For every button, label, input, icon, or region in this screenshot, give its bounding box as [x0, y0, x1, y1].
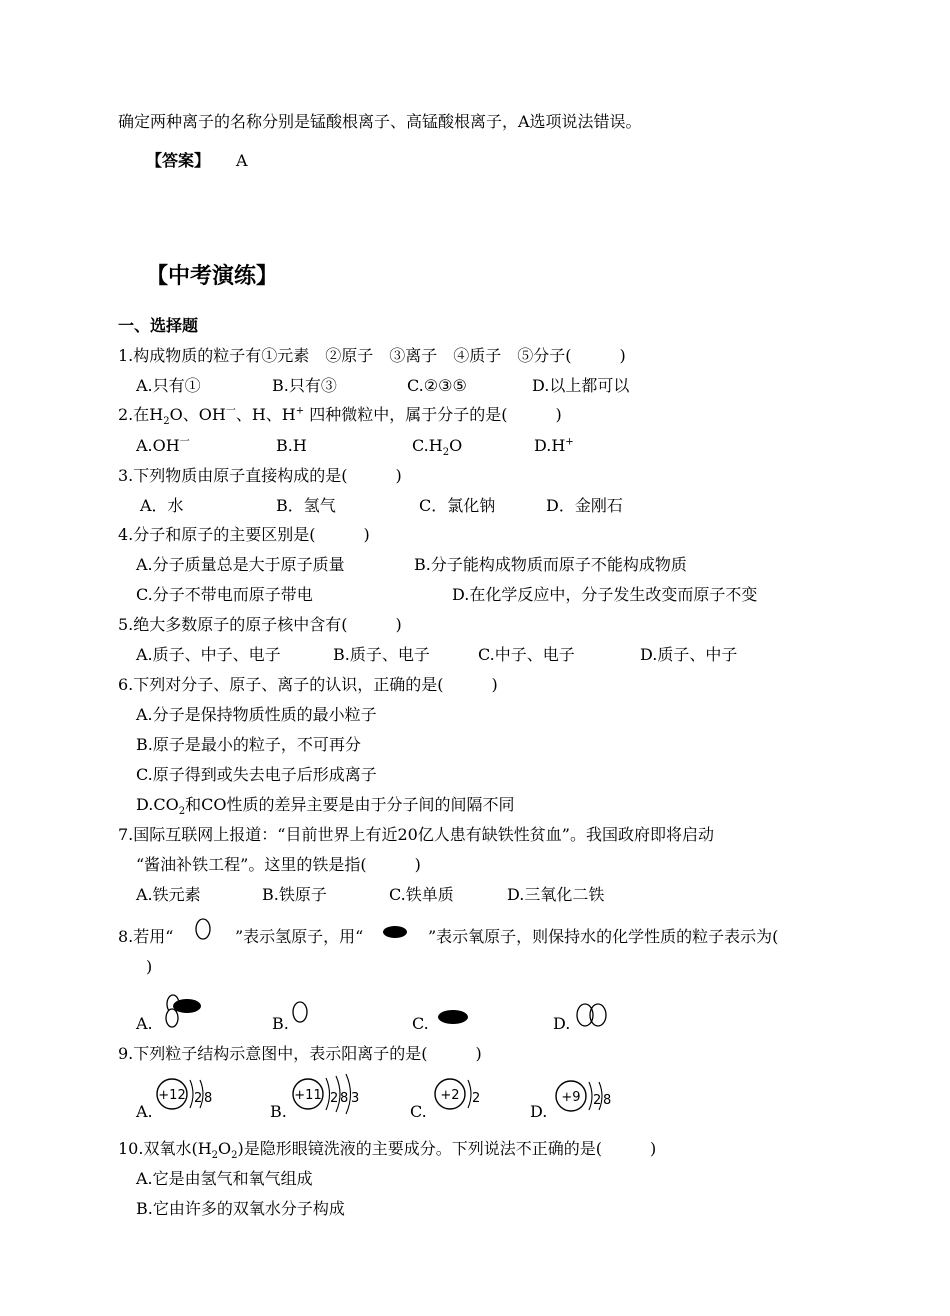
q8-stem-part3: ”表示氧原子，则保持水的化学性质的粒子表示为( — [428, 927, 779, 946]
q7-stem-1: 7.国际互联网上报道：“目前世界上有近20亿人患有缺铁性贫血”。我国政府即将启动 — [118, 825, 714, 844]
diagram-a-nucleus: +12 — [158, 1088, 186, 1103]
q6-option-d: $D.CO_2$和CO性质的差异主要是由于分子间的间隔不同 — [136, 795, 515, 818]
q8-stem-close: ) — [146, 957, 153, 976]
q7-option-d: D.三氧化二铁 — [507, 885, 605, 904]
q7-stem-2: “酱油补铁工程”。这里的铁是指( ) — [136, 855, 421, 874]
q3-option-b: B．氢气 — [276, 496, 336, 515]
q7-option-a: A.铁元素 — [136, 885, 201, 904]
q9-option-d: D. — [530, 1102, 548, 1121]
diagram-b-shell-2: 8 — [340, 1091, 349, 1106]
diagram-b-shell-3: 3 — [351, 1091, 360, 1106]
q8-option-d: D. — [553, 1014, 571, 1033]
atom-structure-diagram-b — [288, 1072, 368, 1118]
q2-option-c: $C.H_2O$ — [412, 436, 463, 459]
diagram-a-shell-2: 8 — [204, 1091, 213, 1106]
q2-option-b: B.H — [276, 436, 307, 455]
q2-stem: 2.在$H_2O$、$OH^一$、H、H+ 四种微粒中，属于分子的是( ) — [118, 405, 562, 428]
q8-option-a: A. — [136, 1014, 153, 1033]
q1-option-c: C.②③⑤ — [407, 376, 467, 395]
single-hydrogen-atom-icon — [290, 998, 310, 1026]
atom-structure-diagram-c — [430, 1074, 490, 1118]
q5-option-b: B.质子、电子 — [333, 645, 430, 664]
q2-option-d: D.H+ — [534, 436, 574, 455]
water-molecule-icon — [157, 991, 205, 1029]
intro-text: 确定两种离子的名称分别是锰酸根离子、高锰酸根离子，A选项说法错误。 — [118, 112, 642, 131]
q10-stem: 10.双氧水$(H_2O_2)$是隐形眼镜洗液的主要成分。下列说法不正确的是( ) — [118, 1139, 657, 1162]
q7-option-b: B.铁原子 — [262, 885, 327, 904]
answer-value: A — [236, 151, 248, 170]
q8-option-c: C. — [412, 1014, 429, 1033]
answer-label: 【答案】 — [146, 151, 211, 170]
q3-option-c: C．氯化钠 — [419, 496, 496, 515]
q9-option-c: C. — [410, 1102, 427, 1121]
diagram-c-shell-1: 2 — [472, 1091, 481, 1106]
diagram-d-shell-1: 2 — [593, 1093, 602, 1108]
q1-option-b: B.只有③ — [272, 376, 337, 395]
diagram-d-shell-2: 8 — [603, 1093, 612, 1108]
q4-stem: 4.分子和原子的主要区别是( ) — [118, 525, 370, 544]
q8-stem-part2: ”表示氢原子，用“ — [235, 927, 364, 946]
q1-stem: 1.构成物质的粒子有①元素 ②原子 ③离子 ④质子 ⑤分子( ) — [118, 346, 626, 365]
oxygen-atom-icon — [380, 924, 410, 940]
section-title: 【中考演练】 — [146, 264, 279, 289]
q4-option-c: C.分子不带电而原子带电 — [136, 585, 313, 604]
q4-option-a: A.分子质量总是大于原子质量 — [136, 555, 345, 574]
q3-option-a: A．水 — [140, 496, 184, 515]
q10-option-b: B.它由许多的双氧水分子构成 — [136, 1199, 345, 1218]
atom-structure-diagram-d — [551, 1076, 621, 1120]
section-subtitle: 一、选择题 — [118, 316, 199, 335]
q4-option-d: D.在化学反应中，分子发生改变而原子不变 — [452, 585, 758, 604]
q6-option-a: A.分子是保持物质性质的最小粒子 — [136, 705, 377, 724]
q9-option-a: A. — [136, 1102, 153, 1121]
single-oxygen-atom-icon — [436, 1008, 470, 1026]
q8-stem-part1: 8.若用“ — [118, 927, 174, 946]
q5-option-a: A.质子、中子、电子 — [136, 645, 281, 664]
q10-option-a: A.它是由氢气和氧气组成 — [136, 1169, 313, 1188]
atom-structure-diagram-a — [152, 1074, 222, 1118]
q2-option-a: $A.OH^一$ — [136, 436, 190, 455]
hydrogen-molecule-icon — [574, 1000, 610, 1030]
q7-option-c: C.铁单质 — [389, 885, 454, 904]
diagram-a-shell-1: 2 — [194, 1091, 203, 1106]
diagram-d-nucleus: +9 — [561, 1090, 581, 1105]
q6-option-c: C.原子得到或失去电子后形成离子 — [136, 765, 377, 784]
q6-stem: 6.下列对分子、原子、离子的认识，正确的是( ) — [118, 675, 498, 694]
q3-option-d: D．金刚石 — [546, 496, 623, 515]
diagram-b-shell-1: 2 — [330, 1091, 339, 1106]
q6-option-b: B.原子是最小的粒子，不可再分 — [136, 735, 361, 754]
q9-option-b: B. — [270, 1102, 287, 1121]
q5-stem: 5.绝大多数原子的原子核中含有( ) — [118, 615, 402, 634]
hydrogen-atom-icon — [193, 916, 213, 942]
q9-stem: 9.下列粒子结构示意图中，表示阳离子的是( ) — [118, 1044, 482, 1063]
q1-option-a: A.只有① — [136, 376, 201, 395]
q5-option-c: C.中子、电子 — [478, 645, 575, 664]
q4-option-b: B.分子能构成物质而原子不能构成物质 — [414, 555, 687, 574]
diagram-c-nucleus: +2 — [440, 1088, 460, 1103]
q8-option-b: B. — [272, 1014, 289, 1033]
diagram-b-nucleus: +11 — [294, 1088, 322, 1103]
q1-option-d: D.以上都可以 — [532, 376, 630, 395]
q5-option-d: D.质子、中子 — [640, 645, 738, 664]
q3-stem: 3.下列物质由原子直接构成的是( ) — [118, 466, 402, 485]
